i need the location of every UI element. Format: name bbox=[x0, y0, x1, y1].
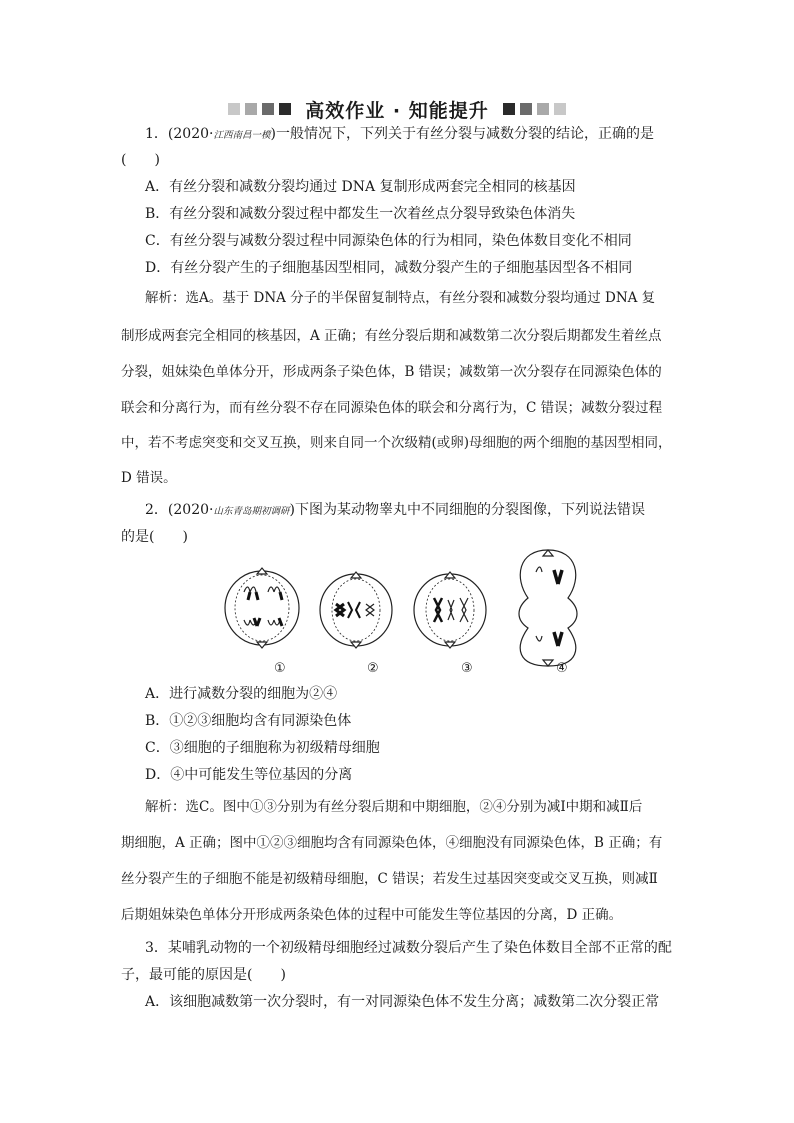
q1-analysis-line: 分裂，姐妹染色单体分开，形成两条子染色体，B 错误；减数第一次分裂存在同源染色体的 bbox=[121, 364, 662, 380]
q3-stem: 3．某哺乳动物的一个初级精母细胞经过减数分裂后产生了染色体数目全部不正常的配 bbox=[145, 940, 672, 956]
q2-option-c: C．③细胞的子细胞称为初级精母细胞 bbox=[145, 740, 380, 756]
q1-analysis-line: D 错误。 bbox=[121, 470, 177, 486]
decor-square-icon bbox=[503, 103, 515, 115]
q3-stem-line2: 子，最可能的原因是( ) bbox=[121, 967, 286, 983]
q2-analysis-line: 丝分裂产生的子细胞不能是初级精母细胞，C 错误；若发生过基因突变或交叉互换，则减Ⅱ bbox=[121, 871, 658, 887]
q1-stem-text: )一般情况下，下列关于有丝分裂与减数分裂的结论，正确的是 bbox=[270, 126, 654, 142]
figure-label-1: ① bbox=[274, 661, 286, 676]
q1-analysis-line: 制形成两套完全相同的核基因，A 正确；有丝分裂后期和减数第二次分裂后期都发生着丝点 bbox=[121, 328, 662, 344]
q1-analysis-line: 中，若不考虑突变和交叉互换，则来自同一个次级精(或卵)母细胞的两个细胞的基因型相同， bbox=[121, 435, 672, 451]
q2-stem-text: )下图为某动物睾丸中不同细胞的分裂图像，下列说法错误 bbox=[289, 502, 645, 518]
header-decoration-right bbox=[503, 103, 566, 115]
section-header bbox=[0, 96, 794, 122]
q1-option-a: A．有丝分裂和减数分裂均通过 DNA 复制形成两套完全相同的核基因 bbox=[145, 179, 576, 195]
decor-square-icon bbox=[554, 103, 566, 115]
q1-option-d: D．有丝分裂产生的子细胞基因型相同，减数分裂产生的子细胞基因型各不相同 bbox=[145, 260, 633, 276]
decor-square-icon bbox=[245, 103, 257, 115]
q2-analysis-line: 期细胞，A 正确；图中①②③细胞均含有同源染色体，④细胞没有同源染色体，B 正确；有 bbox=[121, 835, 663, 851]
q2-source: 山东青岛期初调研 bbox=[213, 506, 290, 517]
q2-option-a: A．进行减数分裂的细胞为②④ bbox=[145, 686, 338, 702]
q1-option-b: B．有丝分裂和减数分裂过程中都发生一次着丝点分裂导致染色体消失 bbox=[145, 206, 576, 222]
decor-square-icon bbox=[228, 103, 240, 115]
cell-4-diagram bbox=[519, 550, 577, 666]
q1-analysis-line: 解析：选A。基于 DNA 分子的半保留复制特点，有丝分裂和减数分裂均通过 DNA 复 bbox=[145, 290, 656, 306]
cell-3-diagram bbox=[414, 572, 486, 648]
q1-number: 1．( bbox=[145, 126, 174, 142]
q1-analysis-line: 联会和分离行为，而有丝分裂不存在同源染色体的联会和分离行为，C 错误；减数分裂过程 bbox=[121, 400, 663, 416]
decor-square-icon bbox=[262, 103, 274, 115]
decor-square-icon bbox=[537, 103, 549, 115]
figure-label-4: ④ bbox=[556, 661, 568, 676]
q2-stem-line2: 的是( ) bbox=[121, 529, 188, 545]
q2-number: 2．( bbox=[145, 502, 174, 518]
decor-square-icon bbox=[279, 103, 291, 115]
cell-2-diagram bbox=[320, 572, 392, 648]
header-decoration-left bbox=[228, 103, 291, 115]
q1-answer-bracket: ( ) bbox=[121, 152, 160, 168]
q2-analysis-line: 后期姐妹染色单体分开形成两条染色体的过程中可能发生等位基因的分离，D 正确。 bbox=[121, 907, 623, 923]
q2-year: 2020· bbox=[173, 502, 214, 518]
q3-option-a: A．该细胞减数第一次分裂时，有一对同源染色体不发生分离；减数第二次分裂正常 bbox=[145, 994, 660, 1010]
cell-1-diagram bbox=[225, 568, 299, 648]
q1-stem bbox=[145, 124, 654, 146]
page-title: 高效作业 · 知能提升 bbox=[305, 99, 489, 122]
q2-option-d: D．④中可能发生等位基因的分离 bbox=[145, 767, 353, 783]
figure-label-3: ③ bbox=[461, 661, 473, 676]
decor-square-icon bbox=[520, 103, 532, 115]
figure-label-2: ② bbox=[367, 661, 379, 676]
q1-option-c: C．有丝分裂与减数分裂过程中同源染色体的行为相同，染色体数目变化不相同 bbox=[145, 233, 632, 249]
cell-division-figure bbox=[224, 548, 594, 678]
q1-year: 2020· bbox=[173, 126, 214, 142]
q2-stem bbox=[145, 500, 645, 522]
q2-analysis-line: 解析：选C。图中①③分别为有丝分裂后期和中期细胞，②④分别为减Ⅰ中期和减Ⅱ后 bbox=[145, 799, 643, 815]
q2-option-b: B．①②③细胞均含有同源染色体 bbox=[145, 713, 352, 729]
q1-source: 江西南昌一模 bbox=[213, 130, 271, 141]
